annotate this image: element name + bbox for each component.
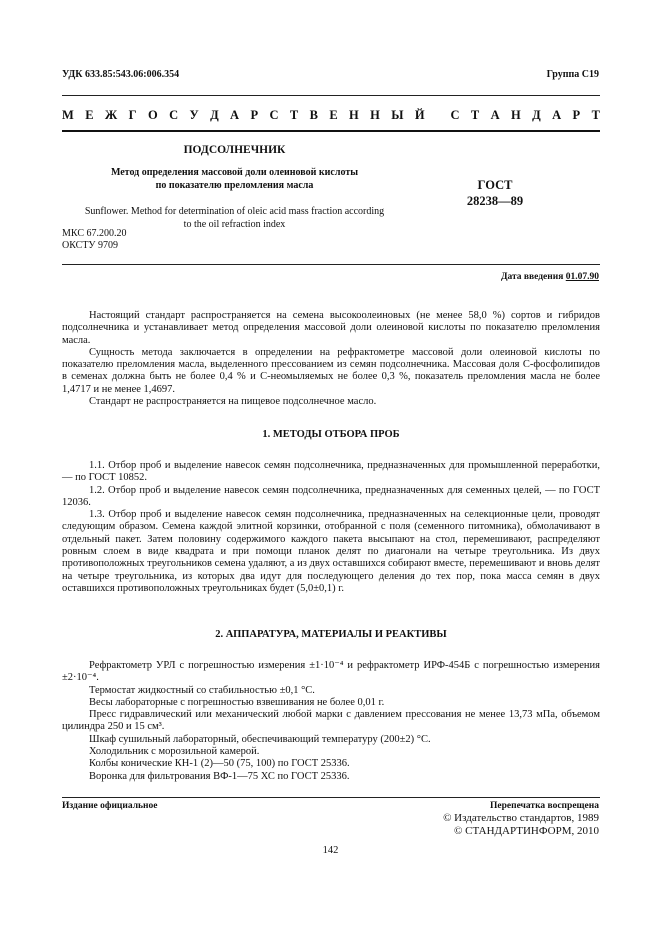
- heading-letter: О: [147, 108, 158, 122]
- heading-letter: У: [189, 108, 199, 122]
- title-rule: [62, 264, 600, 265]
- clause-1-1: 1.1. Отбор проб и выделение навесок семян подсолнечника, предназначенных для промышленной переработки, — по ГОСТ 10852.: [62, 460, 600, 484]
- equipment-item: Термостат жидкостный со стабильностью ±0,1 °С.: [89, 684, 315, 696]
- official-edition-note: Издание официальное: [62, 801, 158, 811]
- heading-letter: Д: [210, 108, 219, 122]
- gost-designation: [440, 177, 550, 209]
- section-2-title: 2. АППАРАТУРА, МАТЕРИАЛЫ И РЕАКТИВЫ: [215, 629, 447, 640]
- intro-text: [62, 310, 600, 408]
- heading-letter: А: [230, 108, 240, 122]
- english-title-line-1: Sunflower. Method for determination of oleic acid mass fraction according: [84, 206, 385, 217]
- reprint-note: Перепечатка воспрещена: [489, 801, 599, 811]
- effective-date-value: 01.07.90: [565, 272, 599, 282]
- heading-letter: С: [450, 108, 460, 122]
- mks-code: МКС 67.200.20: [62, 228, 127, 239]
- heading-letter: В: [309, 108, 318, 122]
- heading-letter: Д: [532, 108, 541, 122]
- group-code: Группа С19: [546, 69, 599, 80]
- heading-letter: Е: [85, 108, 94, 122]
- intro-paragraph: Стандарт не распространяется на пищевое подсолнечное масло.: [89, 396, 377, 408]
- page-number: 142: [322, 845, 339, 856]
- english-title-line-2: to the oil refraction index: [183, 218, 286, 230]
- classification-codes: [62, 228, 126, 252]
- copyright-line-1: © Издательство стандартов, 1989: [443, 812, 599, 824]
- heading-letter: Р: [250, 108, 259, 122]
- heading-letter: С: [269, 108, 279, 122]
- udk-code: УДК 633.85:543.06:006.354: [62, 69, 180, 80]
- equipment-item: Шкаф сушильный лабораторный, обеспечивающий температуру (200±2) °С.: [89, 733, 431, 745]
- heading-letter: Т: [591, 108, 600, 122]
- heading-letter: А: [490, 108, 500, 122]
- section-1-text: [62, 460, 600, 595]
- effective-date-label: Дата введения: [500, 272, 564, 282]
- equipment-item: Пресс гидравлический или механический любой марки с давлением прессования не менее 13,73 мПа, объемом цилиндра 250 и 15 см³.: [62, 709, 600, 733]
- copyright-line-2: © СТАНДАРТИНФОРМ, 2010: [454, 824, 599, 837]
- heading-letter: Т: [289, 108, 299, 122]
- effective-date: [501, 272, 599, 282]
- heading-letter: Ы: [391, 108, 404, 122]
- gost-number: 28238—89: [466, 194, 524, 208]
- intro-paragraph: Сущность метода заключается в определении на рефрактометре массовой доли олеиновой кислоты по показателю преломления масла, выделенного прессованием из семян подсолнечника. Массовая доля С-фосфолипидов в семенах должна быть не более 0,4 % и С-неомыляемых не более 0,3 %, показатель преломления масла не более 1,4717 и не менее 1,4697.: [62, 346, 600, 395]
- heading-letter: Г: [128, 108, 137, 122]
- heading-letter: Н: [370, 108, 380, 122]
- product-name: ПОДСОЛНЕЧНИК: [183, 144, 286, 156]
- copyright-block: [443, 812, 599, 837]
- russian-title-line-2: по показателю преломления масла: [155, 179, 314, 191]
- heading-letter: С: [169, 108, 179, 122]
- section-1-title: 1. МЕТОДЫ ОТБОРА ПРОБ: [262, 429, 400, 440]
- gost-label: ГОСТ: [477, 178, 513, 192]
- top-rule: [62, 95, 600, 96]
- heading-letter: Р: [572, 108, 581, 122]
- heading-letter: Й: [414, 108, 425, 122]
- okstu-code: ОКСТУ 9709: [62, 240, 119, 251]
- heading-letter: Т: [470, 108, 480, 122]
- clause-1-2: 1.2. Отбор проб и выделение навесок семян подсолнечника, предназначенных для семенных целей, — по ГОСТ 12036.: [62, 484, 600, 508]
- heading-letter: Е: [329, 108, 338, 122]
- equipment-item: Холодильник с морозильной камерой.: [89, 746, 260, 758]
- heading-letter: Н: [511, 108, 521, 122]
- equipment-item: Колбы конические КН-1 (2)—50 (75, 100) по ГОСТ 25336.: [89, 758, 350, 770]
- heading-letter: М: [62, 108, 74, 122]
- equipment-item: Рефрактометр УРЛ с погрешностью измерения ±1·10⁻⁴ и рефрактометр ИРФ-454Б с погрешностью измерения ±2·10⁻⁴.: [62, 660, 600, 684]
- heading-letter: Ж: [104, 108, 118, 122]
- standard-type-heading: [62, 108, 600, 123]
- footer-rule: [62, 797, 600, 798]
- heading-letter: Н: [349, 108, 359, 122]
- heading-rule: [62, 130, 600, 132]
- intro-paragraph: Настоящий стандарт распространяется на семена высокоолеиновых (не менее 58,0 %) сортов и гибридов подсолнечника и устанавливает метод определения массовой доли олеиновой кислоты по показателю преломления масла.: [62, 310, 600, 346]
- russian-title: [62, 167, 407, 192]
- heading-letter: А: [552, 108, 562, 122]
- clause-1-3: 1.3. Отбор проб и выделение навесок семян подсолнечника, предназначенных на селекционные цели, проводят следующим образом. Семена каждой элитной корзинки, отобранной с поля (семенного питомника), обмолачивают в отдельный пакет. Затем половину содержимого каждого пакета высыпают на стол, перемешивают, распределяют ровным слоем в виде квадрата и при помощи планок делят по диагонали на четыре треугольника. Из двух противоположных треугольников семена удаляют, а из двух оставшихся собирают вместе, перемешивают и вновь делят на четыре треугольника, из которых два идут для последующего деления до тех пор, пока масса семян в двух оставшихся противоположных треугольниках будет (5,0±0,1) г.: [62, 509, 600, 594]
- equipment-item: Весы лабораторные с погрешностью взвешивания не более 0,01 г.: [89, 696, 385, 708]
- equipment-item: Воронка для фильтрования ВФ-1—75 ХС по ГОСТ 25336.: [89, 770, 350, 782]
- section-2-text: [62, 660, 600, 783]
- russian-title-line-1: Метод определения массовой доли олеиновой кислоты: [110, 167, 359, 178]
- heading-letter: [436, 108, 439, 123]
